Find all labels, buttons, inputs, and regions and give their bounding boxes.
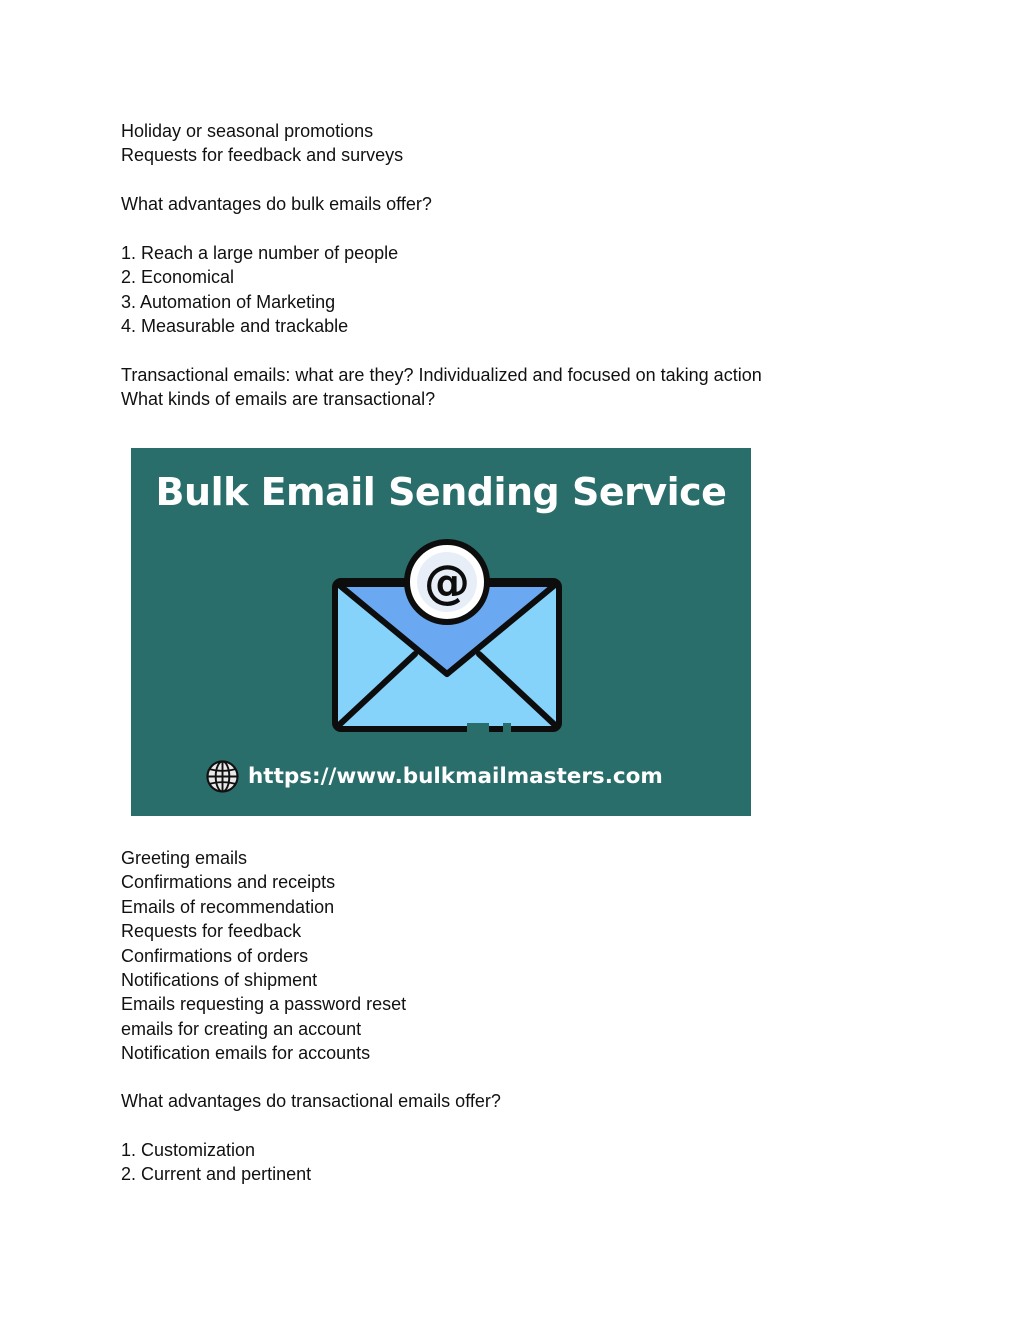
list-item: Emails requesting a password reset <box>121 994 407 1015</box>
list-item: 3. Automation of Marketing <box>121 291 336 312</box>
transactional-types-list <box>121 846 406 1066</box>
paragraph-line: Transactional emails: what are they? Individualized and focused on taking action <box>121 365 762 385</box>
bulk-question <box>121 192 432 216</box>
transactional-question <box>121 1089 501 1113</box>
transactional-advantages-list <box>121 1138 311 1187</box>
envelope-at-icon <box>327 536 567 736</box>
list-item: Notifications of shipment <box>121 970 318 991</box>
svg-text:@: @ <box>424 555 470 609</box>
intro-list <box>121 119 403 168</box>
list-item: Confirmations of orders <box>121 945 309 966</box>
list-item: Holiday or seasonal promotions <box>121 121 374 141</box>
list-item: 2. Economical <box>121 267 235 288</box>
list-item: Emails of recommendation <box>121 896 335 917</box>
paragraph-line: What kinds of emails are transactional? <box>121 389 436 410</box>
globe-icon <box>206 760 239 793</box>
banner-url-row <box>206 759 663 793</box>
list-item: 4. Measurable and trackable <box>121 316 349 337</box>
list-item: Requests for feedback <box>121 921 302 942</box>
list-item: emails for creating an account <box>121 1018 362 1039</box>
list-item: 2. Current and pertinent <box>121 1164 312 1185</box>
transactional-intro <box>121 363 762 412</box>
list-item: Confirmations and receipts <box>121 872 336 893</box>
section-question: What advantages do bulk emails offer? <box>121 194 432 214</box>
list-item: Greeting emails <box>121 848 248 868</box>
list-item: 1. Customization <box>121 1140 256 1160</box>
list-item: Requests for feedback and surveys <box>121 145 404 166</box>
bulk-advantages-list <box>121 241 398 339</box>
bulk-email-banner-image <box>131 448 751 816</box>
list-item: Notification emails for accounts <box>121 1043 371 1064</box>
list-item: 1. Reach a large number of people <box>121 243 399 263</box>
section-question: What advantages do transactional emails offer? <box>121 1091 501 1111</box>
banner-url: https://www.bulkmailmasters.com <box>248 763 663 789</box>
banner-title: Bulk Email Sending Service <box>155 470 727 514</box>
